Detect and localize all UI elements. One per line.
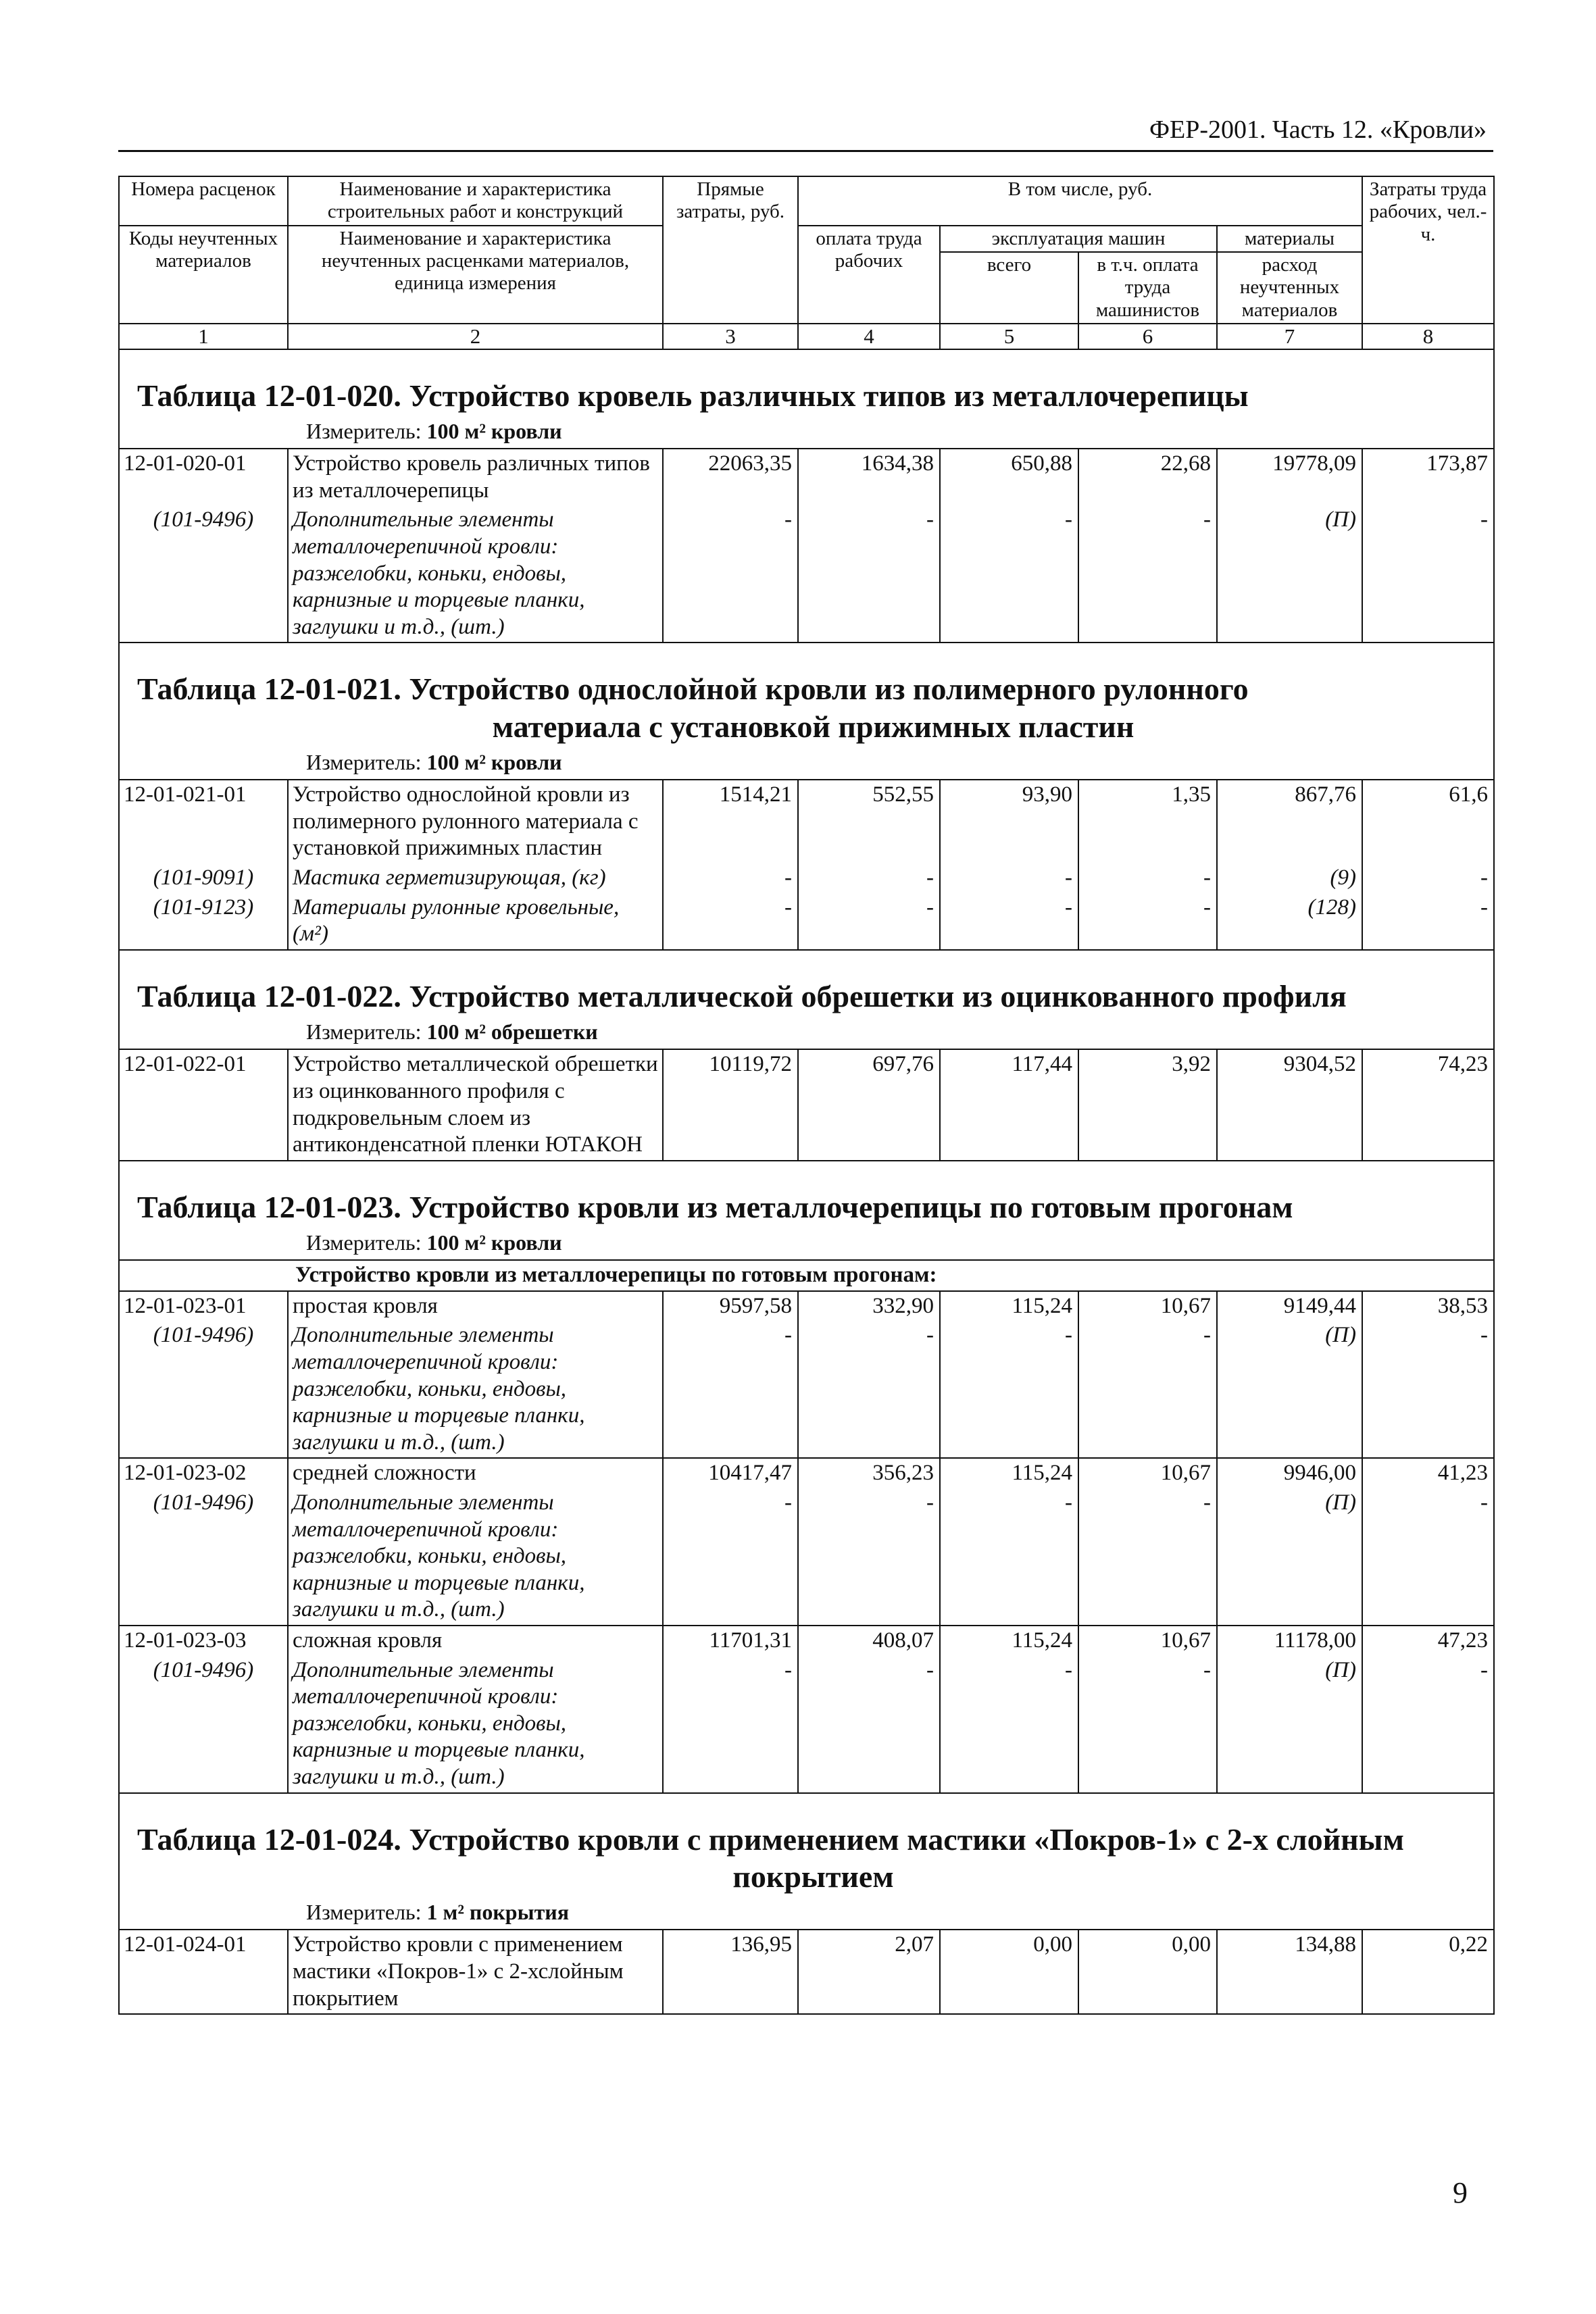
direct-cost: 9597,58 — [663, 1291, 798, 1322]
rate-code: 12-01-022-01 — [119, 1049, 288, 1160]
col-header-4: оплата труда рабочих — [798, 226, 940, 324]
machine-cost: 115,24 — [940, 1458, 1078, 1488]
material-cost: (9) — [1217, 863, 1362, 893]
section-title — [124, 645, 1489, 749]
direct-cost: 10119,72 — [663, 1049, 798, 1160]
labor-cost: - — [798, 863, 940, 893]
machine-cost: - — [940, 1656, 1078, 1793]
work-name: Дополнительные элементы металлочерепичной кровли: разжелобки, коньки, ендовы, карнизные и торцевые планки, заглушки и т.д., (шт.) — [288, 1488, 663, 1626]
table-row — [119, 1458, 1494, 1488]
section-title-line: Таблица 12-01-020. Устройство кровель различных типов из металлочерепицы — [137, 378, 1249, 413]
material-cost: 134,88 — [1217, 1930, 1362, 2014]
work-name: Устройство кровель различных типов из металлочерепицы — [288, 449, 663, 505]
material-row — [119, 505, 1494, 643]
subheading-row — [119, 1260, 1494, 1291]
running-header: ФЕР-2001. Часть 12. «Кровли» — [1149, 116, 1487, 144]
measure-value: 100 м² кровли — [426, 1230, 562, 1255]
machine-cost: - — [940, 1321, 1078, 1458]
measure-label: Измеритель: — [306, 418, 422, 443]
table-row — [119, 780, 1494, 863]
machine-cost: 115,24 — [940, 1626, 1078, 1656]
table-row — [119, 449, 1494, 505]
labor-hours: 38,53 — [1362, 1291, 1494, 1322]
rate-code: 12-01-023-02 — [119, 1458, 288, 1488]
machinist-cost: 10,67 — [1078, 1626, 1217, 1656]
col-header-7: расход неучтенных материалов — [1217, 252, 1362, 324]
material-row — [119, 863, 1494, 893]
direct-cost: - — [663, 863, 798, 893]
section-header — [119, 950, 1494, 1050]
rate-code: (101-9496) — [119, 1488, 288, 1626]
col-number: 3 — [663, 324, 798, 349]
direct-cost: 22063,35 — [663, 449, 798, 505]
col-header-2a: Наименование и характеристика строительных работ и конструкций — [288, 176, 663, 226]
direct-cost: - — [663, 1321, 798, 1458]
labor-cost: - — [798, 1321, 940, 1458]
material-cost: (128) — [1217, 893, 1362, 950]
section-title-row — [119, 1161, 1494, 1261]
section-title-line: Таблица 12-01-024. Устройство кровли с применением мастики «Покров-1» с 2-х слойным — [137, 1821, 1404, 1857]
measure-unit — [124, 418, 1489, 447]
section-header — [119, 349, 1494, 449]
direct-cost: 11701,31 — [663, 1626, 798, 1656]
measure-value: 100 м² кровли — [426, 418, 562, 443]
machinist-cost: - — [1078, 893, 1217, 950]
machine-cost: 115,24 — [940, 1291, 1078, 1322]
measure-unit — [124, 1230, 1489, 1258]
section-title-line: Таблица 12-01-023. Устройство кровли из металлочерепицы по готовым прогонам — [137, 1189, 1293, 1224]
direct-cost: 136,95 — [663, 1930, 798, 2014]
work-name: простая кровля — [288, 1291, 663, 1322]
material-cost: (П) — [1217, 1488, 1362, 1626]
machine-cost: 0,00 — [940, 1930, 1078, 2014]
labor-hours: 47,23 — [1362, 1626, 1494, 1656]
rate-code: 12-01-021-01 — [119, 780, 288, 863]
subheading: Устройство кровли из металлочерепицы по готовым прогонам: — [119, 1260, 1494, 1291]
section-title-row — [119, 1793, 1494, 1930]
section-title-line: Таблица 12-01-021. Устройство однослойной кровли из полимерного рулонного — [137, 672, 1249, 707]
table-row — [119, 1626, 1494, 1656]
material-cost: (П) — [1217, 1656, 1362, 1793]
material-row — [119, 1321, 1494, 1458]
header-rule — [118, 150, 1493, 152]
machinist-cost: - — [1078, 505, 1217, 643]
table-body — [119, 349, 1494, 2014]
machine-cost: - — [940, 893, 1078, 950]
labor-cost: 356,23 — [798, 1458, 940, 1488]
direct-cost: - — [663, 1488, 798, 1626]
labor-hours: 41,23 — [1362, 1458, 1494, 1488]
machine-cost: 93,90 — [940, 780, 1078, 863]
col-number: 1 — [119, 324, 288, 349]
material-row — [119, 893, 1494, 950]
material-cost: 11178,00 — [1217, 1626, 1362, 1656]
col-number: 5 — [940, 324, 1078, 349]
rate-code: (101-9496) — [119, 1321, 288, 1458]
labor-hours: - — [1362, 1488, 1494, 1626]
col-header-6: в т.ч. оплата труда машинистов — [1078, 252, 1217, 324]
table-row — [119, 1049, 1494, 1160]
table-row — [119, 1291, 1494, 1322]
labor-cost: 332,90 — [798, 1291, 940, 1322]
section-title-line: Таблица 12-01-022. Устройство металлической обрешетки из оцинкованного профиля — [137, 978, 1347, 1013]
direct-cost: - — [663, 1656, 798, 1793]
material-cost: 19778,09 — [1217, 449, 1362, 505]
machine-cost: 650,88 — [940, 449, 1078, 505]
measure-label: Измеритель: — [306, 1019, 422, 1044]
col-header-1a: Номера расценок — [119, 176, 288, 226]
section-title-row — [119, 950, 1494, 1050]
labor-hours: 61,6 — [1362, 780, 1494, 863]
work-name: Материалы рулонные кровельные, (м²) — [288, 893, 663, 950]
direct-cost: - — [663, 505, 798, 643]
labor-cost: - — [798, 1656, 940, 1793]
section-header — [119, 1793, 1494, 1930]
col-header-incl: В том числе, руб. — [798, 176, 1362, 226]
section-title-row — [119, 643, 1494, 780]
labor-hours: - — [1362, 893, 1494, 950]
col-number: 7 — [1217, 324, 1362, 349]
labor-cost: - — [798, 1488, 940, 1626]
machinist-cost: - — [1078, 1488, 1217, 1626]
col-number: 6 — [1078, 324, 1217, 349]
section-title — [124, 351, 1489, 418]
work-name: средней сложности — [288, 1458, 663, 1488]
col-number: 4 — [798, 324, 940, 349]
rate-code: (101-9496) — [119, 1656, 288, 1793]
measure-unit — [124, 1019, 1489, 1047]
table-header — [119, 176, 1494, 349]
col-header-machines: эксплуатация машин — [940, 226, 1217, 252]
measure-label: Измеритель: — [306, 749, 422, 774]
work-name: Дополнительные элементы металлочерепичной кровли: разжелобки, коньки, ендовы, карнизные и торцевые планки, заглушки и т.д., (шт.) — [288, 1321, 663, 1458]
labor-cost: 2,07 — [798, 1930, 940, 2014]
section-title — [124, 952, 1489, 1019]
machinist-cost: 0,00 — [1078, 1930, 1217, 2014]
section-title-line: материала с установкой прижимных пластин — [492, 709, 1134, 744]
machinist-cost: 10,67 — [1078, 1291, 1217, 1322]
machine-cost: - — [940, 863, 1078, 893]
machinist-cost: 10,67 — [1078, 1458, 1217, 1488]
measure-label: Измеритель: — [306, 1899, 422, 1924]
section-header — [119, 1161, 1494, 1261]
col-header-5: всего — [940, 252, 1078, 324]
material-cost: 9304,52 — [1217, 1049, 1362, 1160]
labor-hours: - — [1362, 1321, 1494, 1458]
direct-cost: - — [663, 893, 798, 950]
material-row — [119, 1656, 1494, 1793]
col-header-2b: Наименование и характеристика неучтенных расценками материалов, единица измерения — [288, 226, 663, 324]
labor-cost: 697,76 — [798, 1049, 940, 1160]
measure-value: 100 м² обрешетки — [426, 1019, 598, 1044]
work-name: сложная кровля — [288, 1626, 663, 1656]
section-title-line: покрытием — [732, 1859, 894, 1894]
machinist-cost: 3,92 — [1078, 1049, 1217, 1160]
material-cost: 9149,44 — [1217, 1291, 1362, 1322]
col-header-3: Прямые затраты, руб. — [663, 176, 798, 324]
rate-code: 12-01-023-01 — [119, 1291, 288, 1322]
labor-cost: - — [798, 505, 940, 643]
machinist-cost: - — [1078, 1321, 1217, 1458]
col-number: 2 — [288, 324, 663, 349]
rate-code: 12-01-024-01 — [119, 1930, 288, 2014]
measure-unit — [124, 1899, 1489, 1928]
labor-cost: 408,07 — [798, 1626, 940, 1656]
labor-hours: - — [1362, 863, 1494, 893]
machinist-cost: - — [1078, 863, 1217, 893]
section-title-row — [119, 349, 1494, 449]
rate-code: 12-01-020-01 — [119, 449, 288, 505]
labor-hours: 74,23 — [1362, 1049, 1494, 1160]
work-name: Дополнительные элементы металлочерепичной кровли: разжелобки, коньки, ендовы, карнизные и торцевые планки, заглушки и т.д., (шт.) — [288, 505, 663, 643]
material-cost: 9946,00 — [1217, 1458, 1362, 1488]
labor-hours: - — [1362, 1656, 1494, 1793]
table-row — [119, 1930, 1494, 2014]
labor-cost: 552,55 — [798, 780, 940, 863]
price-table — [118, 176, 1495, 2015]
page-number: 9 — [1453, 2176, 1468, 2209]
labor-cost: - — [798, 893, 940, 950]
machinist-cost: - — [1078, 1656, 1217, 1793]
labor-cost: 1634,38 — [798, 449, 940, 505]
rate-code: (101-9091) — [119, 863, 288, 893]
material-cost: (П) — [1217, 505, 1362, 643]
machinist-cost: 1,35 — [1078, 780, 1217, 863]
machine-cost: - — [940, 505, 1078, 643]
direct-cost: 10417,47 — [663, 1458, 798, 1488]
measure-value: 1 м² покрытия — [426, 1899, 570, 1924]
labor-hours: - — [1362, 505, 1494, 643]
measure-label: Измеритель: — [306, 1230, 422, 1255]
section-title — [124, 1795, 1489, 1899]
material-row — [119, 1488, 1494, 1626]
labor-hours: 0,22 — [1362, 1930, 1494, 2014]
material-cost: (П) — [1217, 1321, 1362, 1458]
labor-hours: 173,87 — [1362, 449, 1494, 505]
machine-cost: - — [940, 1488, 1078, 1626]
col-header-materials: материалы — [1217, 226, 1362, 252]
work-name: Дополнительные элементы металлочерепичной кровли: разжелобки, коньки, ендовы, карнизные и торцевые планки, заглушки и т.д., (шт.) — [288, 1656, 663, 1793]
col-header-1b: Коды неучтенных материалов — [119, 226, 288, 324]
machine-cost: 117,44 — [940, 1049, 1078, 1160]
col-header-8: Затраты труда рабочих, чел.-ч. — [1362, 176, 1494, 324]
work-name: Устройство металлической обрешетки из оцинкованного профиля с подкровельным слоем из антиконденсатной пленки ЮТАКОН — [288, 1049, 663, 1160]
rate-code: (101-9123) — [119, 893, 288, 950]
col-number: 8 — [1362, 324, 1494, 349]
work-name: Мастика герметизирующая, (кг) — [288, 863, 663, 893]
machinist-cost: 22,68 — [1078, 449, 1217, 505]
material-cost: 867,76 — [1217, 780, 1362, 863]
rate-code: (101-9496) — [119, 505, 288, 643]
measure-value: 100 м² кровли — [426, 749, 562, 774]
work-name: Устройство кровли с применением мастики «Покров-1» с 2-хслойным покрытием — [288, 1930, 663, 2014]
section-header — [119, 643, 1494, 780]
section-title — [124, 1163, 1489, 1230]
direct-cost: 1514,21 — [663, 780, 798, 863]
measure-unit — [124, 749, 1489, 778]
work-name: Устройство однослойной кровли из полимерного рулонного материала с установкой прижимных пластин — [288, 780, 663, 863]
rate-code: 12-01-023-03 — [119, 1626, 288, 1656]
